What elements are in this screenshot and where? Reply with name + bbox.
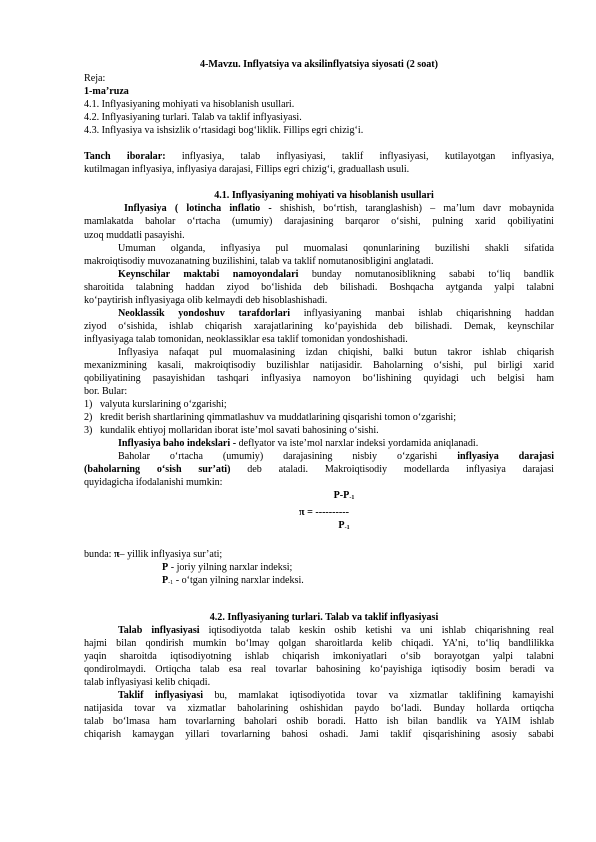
paragraph-line: Talab inflyasiyasi iqtisodiyotda talab keskin oshib ketishi va uni ishlab chiqarishning real (118, 624, 555, 636)
list-item: 1) valyuta kurslarining o‘zgarishi; (84, 399, 227, 411)
paragraph-line: makroiqtisodiy muvozanatning buzilishini, talab va taklif nomutanosibligini anglatadi. (84, 255, 434, 267)
paragraph-line: talab inflyasiyasi kelib chiqadi. (84, 676, 211, 688)
paragraph-line: qobiliyatining pasayishidan tashqari inflyasiya namoyon bo‘lishining quyidagi uch belgisi ham (84, 373, 554, 385)
paragraph-line: Inflyasiya nafaqat pul muomalasining izdan chiqishi, balki butun takror ishlab chiqarish (118, 346, 554, 358)
paragraph-line: Taklif inflyasiyasi bu, mamlakat iqtisodiyotida tovar va xizmatlar taklifining kamayishi (118, 690, 554, 702)
paragraph-line: inflyasiyaga talab tomonidan, neoklassiklar esa taklif tomonidan yondoshishadi. (84, 333, 408, 345)
plan-item: 4.2. Inflyasiyaning turlari. Talab va taklif inflyasiyasi. (84, 112, 302, 124)
paragraph-line: mamlakatda baholar o‘rtacha (umumiy) darajasining barqaror o‘sishi, pulning xarid qobiliyatini (84, 216, 554, 228)
list-item: 3) kundalik ehtiyoj mollaridan iborat iste’mol savati bahosining o‘sishi. (84, 425, 379, 437)
plan-label: Reja: (84, 73, 106, 85)
where-line: $P_{-1}$ - o‘tgan yilning narxlar indeksi. (162, 574, 304, 586)
paragraph-line: mexanizmining kasali, makroiqtisodiy buzilishlar natijasidir. Baholarning o‘sishi, pul birligi xarid (84, 359, 554, 371)
formula-numerator: $P-P_{-1}$ (333, 490, 355, 502)
document-page (84, 58, 554, 741)
section-heading: 4.1. Inflyasiyaning mohiyati va hisoblanish usullari (214, 190, 434, 202)
formula-denominator: $P_{-1}$ (338, 519, 350, 531)
pi-symbol: π (114, 548, 120, 560)
paragraph-line: natijasida tovar va xizmatlar baholarining oshishidan paydo bo‘ladi. Bunday hollarda ortiqcha (84, 703, 554, 715)
paragraph-line: sharoitida talabning haddan ziyod bo‘lishida deb bilishadi. Boshqacha aytganda yalpi talabni (84, 281, 554, 293)
paragraph-line: Inflyasiya ( lotincha inflatio - shishish, bo‘rtish, taranglashish) – ma’lum davr mobaynida (124, 203, 554, 215)
keywords-line: kutilmagan inflyasiya, inflyasiya darajasi, Fillips egri chizig‘i, graduallash usuli. (84, 164, 410, 176)
paragraph-line: uzoq muddatli pasayishi. (84, 229, 185, 241)
paragraph-line: Umuman olganda, inflyasiya pul muomalasi qonunlarining buzilishi shakli sifatida (118, 242, 554, 254)
paragraph-line: quyidagicha ifodalanishi mumkin: (84, 477, 223, 489)
inflation-formula (84, 489, 554, 534)
lecture-label: 1-ma’ruza (84, 86, 129, 98)
paragraph-line: Inflyasiya baho indekslari - deflyator va iste’mol narxlar indeksi yordamida aniqlanadi. (118, 438, 479, 450)
paragraph-line: ziyod o‘sishida, ishlab chiqarish xarajatlarining ko‘payishida deb bilishadi. Demak, keynschilar (84, 320, 554, 332)
where-line: P - joriy yilning narxlar indeksi; (162, 561, 293, 573)
paragraph-line: (baholarning o‘sish sur’ati) deb ataladi. Makroiqtisodiy modellarda inflyasiya darajasi (84, 464, 554, 476)
paragraph-line: bor. Bular: (84, 386, 128, 398)
paragraph-line: talab bo‘lmasa ham tovarlarning baholari oshib boradi. Hatto ish bilan bandlik va YAIM ishlab (84, 716, 554, 728)
section-heading: 4.2. Inflyasiyaning turlari. Talab va taklif inflyasiyasi (209, 611, 439, 623)
plan-item: 4.1. Inflyasiyaning mohiyati va hisoblanish usullari. (84, 99, 295, 111)
keywords-line: Tanch iboralar: inflyasiya, talab inflyasiyasi, taklif inflyasiyasi, kutilayotgan inflyasiya, (84, 151, 554, 163)
list-item: 2) kredit berish shartlarining qimmatlashuv va muddatlarining qisqarishi tomon o‘zgarishi; (84, 412, 457, 424)
plan-item: 4.3. Inflyasiya va ishsizlik o‘rtasidagi bog‘liklik. Fillips egri chizig‘i. (84, 125, 364, 137)
paragraph-line: Neoklassik yondoshuv tarafdorlari inflyasiyaning manbai ishlab chiqarishning haddan (118, 307, 555, 319)
paragraph-line: hajmi bilan qondirish mumkin bo‘lmay qolgan sharoitlarda kelib chiqadi. YA’ni, to‘liq bandlilikka (84, 637, 554, 649)
paragraph-line: Keynschilar maktabi namoyondalari bunday nomutanosiblikning sababi to‘liq bandlik (118, 268, 554, 280)
paragraph-line: Baholar o‘rtacha (umumiy) darajasining nisbiy o‘zgarishi inflyasiya darajasi (118, 451, 554, 463)
keywords-label: Tanch iboralar: (84, 151, 166, 163)
where-line: bunda: π– yillik inflyasiya sur’ati; (84, 548, 223, 560)
formula-line: π = ---------- (299, 506, 349, 518)
document-title: 4-Mavzu. Inflyatsiya va aksilinflyatsiya siyosati (2 soat) (199, 59, 439, 70)
paragraph-line: chiqarish kamaygan yillari tovarlarning bahosi oshadi. Jami taklif qisqarishining asosiy sababi (84, 729, 554, 741)
paragraph-line: ko‘paytirish inflyasiyaga olib kelmaydi deb hisoblashishadi. (84, 294, 328, 306)
paragraph-line: yaqin sharoitda iqtisodiyotning ishlab chiqarish imkoniyatlari o‘sib borayotgan yalpi talabni (84, 650, 554, 662)
paragraph-line: qondirolmaydi. Ortiqcha talab esa real tovarlar bahosining ko‘payishiga iqtisodiy bosim beradi va (84, 663, 554, 675)
